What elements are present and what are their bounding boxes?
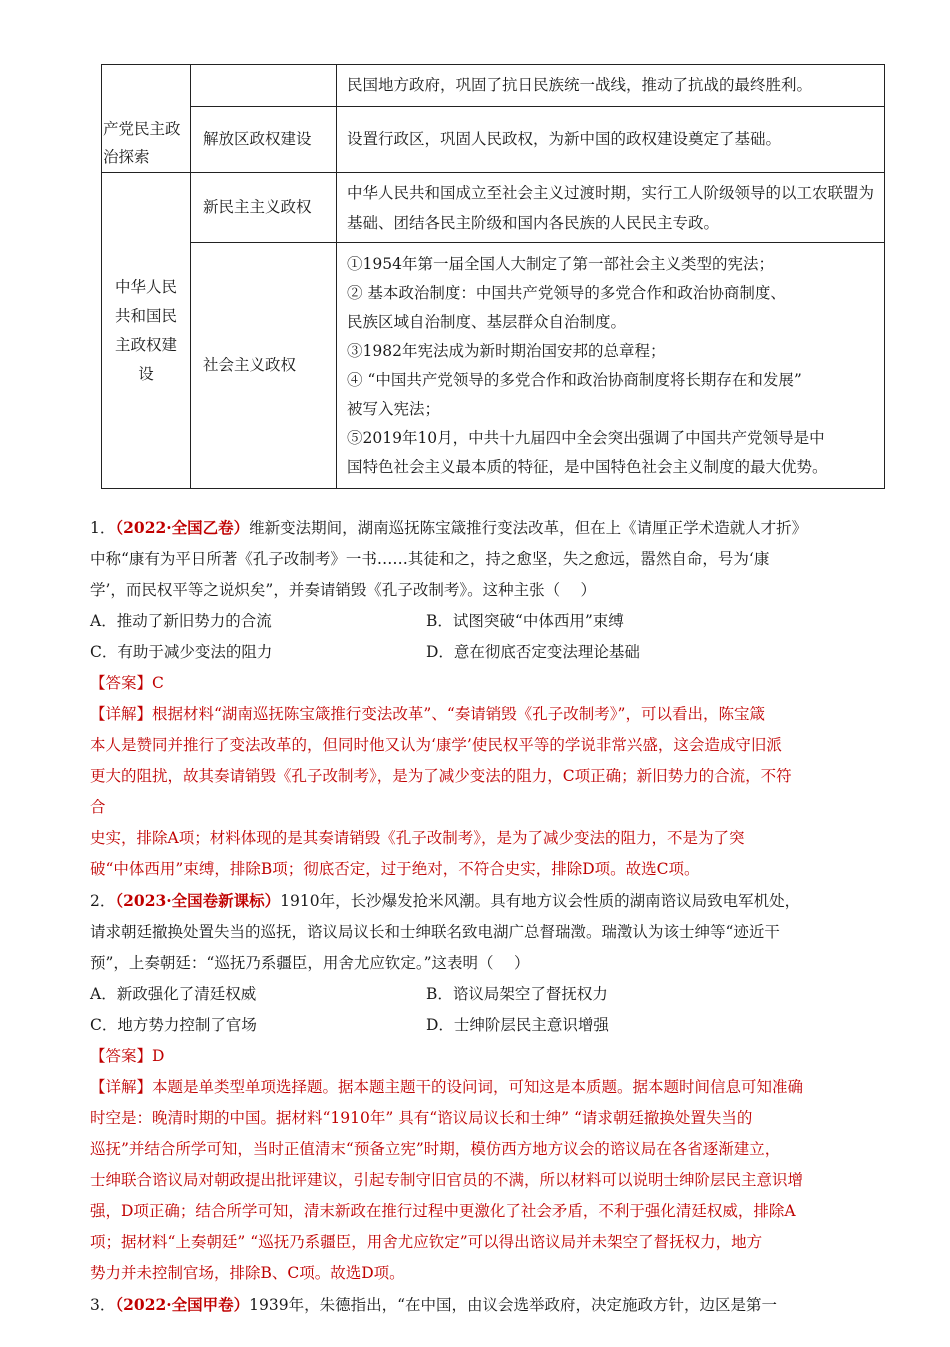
category-label: 产党民主政治探索	[103, 120, 181, 166]
question-number: 3．	[90, 1296, 116, 1314]
options-row	[90, 1010, 870, 1041]
question-1	[90, 512, 870, 885]
question-number: 1．	[90, 519, 116, 537]
content-cell	[337, 243, 885, 489]
question-stem	[90, 512, 870, 544]
stem-text: 请求朝廷撤换处置失当的巡抚，谘议局议长和士绅联名致电湖广总督瑞澂。瑞澂认为该士绅等“迹近干	[90, 923, 780, 941]
stem-text: 学’，而民权平等之说炽矣”，并奏请销毁《孔子改制考》。这种主张（ ）	[90, 581, 597, 599]
explanation-text: 时空是：晚清时期的中国。据材料“1910年” 具有“谘议局议长和士绅” “请求朝廷撤换处置失当的	[90, 1109, 753, 1127]
subject-cell	[191, 173, 337, 243]
question-source: （2023·全国卷新课标）	[115, 891, 281, 910]
option-d: D．意在彻底否定变法理论基础	[426, 643, 640, 661]
subject-cell	[191, 243, 337, 489]
category-cell	[102, 173, 191, 489]
options-row	[90, 979, 870, 1010]
content-line: 国特色社会主义最本质的特征，是中国特色社会主义制度的最大优势。	[347, 457, 828, 476]
question-number: 2．	[90, 892, 116, 910]
option-b: B．试图突破“中体西用”束缚	[426, 612, 624, 630]
question-stem	[90, 885, 870, 917]
content-line: 被写入宪法；	[347, 399, 441, 418]
category-label: 中华人民共和国民主政权建设	[114, 277, 177, 383]
question-stem	[90, 1289, 870, 1321]
answer-label: 【答案】D	[90, 1047, 165, 1065]
explanation-text: 破“中体西用”束缚，排除B项；彻底否定，过于绝对，不符合史实，排除D项。故选C项。	[90, 860, 700, 878]
explanation-text: 合	[90, 798, 106, 816]
explanation-text: 强，D项正确；结合所学可知，清末新政在推行过程中更激化了社会矛盾，不利于强化清廷权威，排除A	[90, 1202, 796, 1220]
subject-cell	[191, 65, 337, 107]
explanation-text: 【详解】本题是单类型单项选择题。据本题主题干的设问词，可知这是本质题。据本题时间信息可知准确	[90, 1078, 804, 1096]
content-cell: 中华人民共和国成立至社会主义过渡时期，实行工人阶级领导的以工农联盟为基础、团结各民主阶级和国内各民族的人民民主专政。	[337, 173, 885, 243]
subject-label: 社会主义政权	[203, 356, 297, 374]
explanation-text: 【详解】根据材料“湖南巡抚陈宝箴推行变法改革”、“奏请销毁《孔子改制考》”，可以看出，陈宝箴	[90, 705, 765, 723]
subject-label: 新民主主义政权	[203, 198, 312, 216]
category-cell	[102, 65, 191, 173]
content-cell: 设置行政区，巩固人民政权，为新中国的政权建设奠定了基础。	[337, 107, 885, 173]
explanation-text: 势力并未控制官场，排除B、C项。故选D项。	[90, 1264, 405, 1282]
subject-label: 解放区政权建设	[203, 130, 312, 148]
table-row	[102, 65, 885, 107]
question-3	[90, 1289, 870, 1321]
stem-text: 预”，上奏朝廷：“巡抚乃系疆臣，用舍尤应钦定。”这表明（ ）	[90, 954, 530, 972]
content-line: ①1954年第一届全国人大制定了第一部社会主义类型的宪法；	[347, 254, 774, 273]
answer-label: 【答案】C	[90, 674, 164, 692]
explanation-text: 士绅联合谘议局对朝政提出批评建议，引起专制守旧官员的不满，所以材料可以说明士绅阶层民主意识增	[90, 1171, 804, 1189]
option-a: A．新政强化了清廷权威	[90, 985, 257, 1003]
content-cell: 民国地方政府，巩固了抗日民族统一战线，推动了抗战的最终胜利。	[337, 65, 885, 107]
explanation-text: 项；据材料“上奏朝廷” “巡抚乃系疆臣，用舍尤应钦定”可以得出谘议局并未架空了督抚权力，地方	[90, 1233, 763, 1251]
content-line: ② 基本政治制度：中国共产党领导的多党合作和政治协商制度、	[347, 283, 786, 302]
question-2	[90, 885, 870, 1289]
option-c: C．有助于减少变法的阻力	[90, 643, 273, 661]
stem-text: 1939年，朱德指出，“在中国，由议会选举政府，决定施政方针，边区是第一	[249, 1296, 778, 1314]
subject-cell	[191, 107, 337, 173]
history-summary-table	[101, 64, 885, 489]
table-row	[102, 173, 885, 243]
content-line: 民族区域自治制度、基层群众自治制度。	[347, 312, 627, 331]
questions-section	[90, 512, 870, 1321]
table-row	[102, 243, 885, 489]
options-row	[90, 606, 870, 637]
content-line: ③1982年宪法成为新时期治国安邦的总章程；	[347, 341, 666, 360]
explanation-text: 史实，排除A项；材料体现的是其奏请销毁《孔子改制考》，是为了减少变法的阻力，不是为了突	[90, 829, 745, 847]
option-a: A．推动了新旧势力的合流	[90, 612, 272, 630]
stem-text: 1910年，长沙爆发抢米风潮。具有地方议会性质的湖南谘议局致电军机处，	[280, 892, 801, 910]
content-line: ⑤2019年10月，中共十九届四中全会突出强调了中国共产党领导是中	[347, 428, 825, 447]
question-source: （2022·全国甲卷）	[115, 1295, 250, 1314]
options-row	[90, 637, 870, 668]
explanation-text: 巡抚”并结合所学可知，当时正值清末“预备立宪”时期，模仿西方地方议会的谘议局在各省逐渐建立，	[90, 1140, 781, 1158]
table-row	[102, 107, 885, 173]
option-b: B．谘议局架空了督抚权力	[426, 985, 608, 1003]
option-c: C．地方势力控制了官场	[90, 1016, 257, 1034]
explanation-text: 更大的阻扰，故其奏请销毁《孔子改制考》，是为了减少变法的阻力，C项正确；新旧势力的合流，不符	[90, 767, 792, 785]
explanation-text: 本人是赞同并推行了变法改革的，但同时他又认为‘康学’使民权平等的学说非常兴盛，这会造成守旧派	[90, 736, 782, 754]
option-d: D．士绅阶层民主意识增强	[426, 1016, 609, 1034]
content-line: ④ “中国共产党领导的多党合作和政治协商制度将长期存在和发展”	[347, 370, 802, 389]
question-source: （2022·全国乙卷）	[115, 518, 250, 537]
stem-text: 维新变法期间，湖南巡抚陈宝箴推行变法改革，但在上《请厘正学术造就人才折》	[249, 519, 808, 537]
stem-text: 中称“康有为平日所著《孔子改制考》一书……其徒和之，持之愈坚，失之愈远，嚣然自命，号为‘康	[90, 550, 770, 568]
